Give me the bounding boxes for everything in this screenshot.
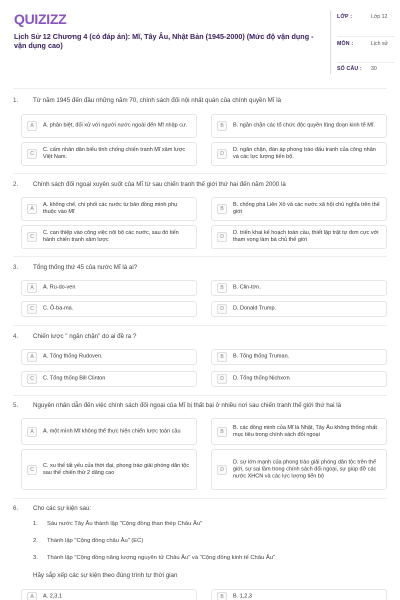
option-letter: B bbox=[217, 204, 227, 214]
option-text: C. Ô-ba-ma. bbox=[43, 305, 74, 312]
option-text: D. Tổng thống Nichxơn bbox=[233, 375, 290, 382]
subject-label: MÔN : bbox=[337, 41, 354, 47]
question-divider bbox=[13, 256, 387, 257]
meta-separator bbox=[337, 36, 395, 37]
question-number: 4. bbox=[13, 333, 19, 340]
option-letter: D bbox=[217, 304, 227, 314]
option-text: A. Ru-do-ven bbox=[43, 284, 76, 291]
answer-option-d[interactable] bbox=[211, 301, 387, 317]
answer-option-c[interactable] bbox=[21, 449, 197, 490]
option-text: B. ngăn chặn các tổ chức độc quyền lũng đoạn kinh tế Mĩ. bbox=[233, 122, 375, 129]
answer-option-a[interactable] bbox=[21, 197, 197, 221]
option-letter: A bbox=[27, 283, 37, 293]
question-divider bbox=[13, 325, 387, 326]
option-text: C. xu thế tất yếu của thời đại, phong trào giải phóng dân tộc sau thế chiến thứ 2 dâng cao bbox=[43, 462, 190, 476]
option-letter: B bbox=[217, 352, 227, 362]
answer-option-c[interactable] bbox=[21, 142, 197, 166]
option-text: D. triển khai kế hoạch toàn cầu, thiết lập trật tự đơn cực với tham vọng làm bá chủ thế giới bbox=[233, 230, 379, 243]
option-letter: B bbox=[217, 427, 227, 437]
question-text: Nguyên nhân dẫn đến việc chính sách đối ngoại của Mĩ bị thất bại ở nhiều nơi sau chiến tranh thế giới thứ hai là bbox=[33, 402, 342, 409]
option-text: A. Tổng thống Rudoven. bbox=[43, 353, 103, 360]
answer-option-a[interactable] bbox=[21, 418, 197, 445]
question-number: 1. bbox=[13, 97, 19, 104]
meta-divider bbox=[330, 10, 331, 74]
option-letter: A bbox=[27, 352, 37, 362]
answer-option-c[interactable] bbox=[21, 301, 197, 317]
answer-option-a[interactable] bbox=[21, 349, 197, 365]
option-letter: A bbox=[27, 592, 37, 600]
option-letter: B bbox=[217, 121, 227, 131]
answer-option-d[interactable] bbox=[211, 225, 387, 249]
option-letter: D bbox=[217, 465, 227, 475]
option-letter: A bbox=[27, 204, 37, 214]
question-number: 2. bbox=[13, 181, 19, 188]
answer-option-b[interactable] bbox=[211, 197, 387, 221]
answer-option-b[interactable] bbox=[211, 114, 387, 138]
grade-label: LỚP : bbox=[337, 14, 353, 20]
question-divider bbox=[13, 395, 387, 396]
event-number: 3. bbox=[33, 555, 38, 561]
question-text: Tổng thống thứ 45 của nước Mĩ là ai? bbox=[33, 264, 138, 271]
event-number: 1. bbox=[33, 521, 38, 527]
page-title: Lịch Sử 12 Chương 4 (có đáp án): Mĩ, Tây Âu, Nhật Bản (1945-2000) (Mức độ vận dụng - vận dụng cao) bbox=[14, 32, 314, 50]
answer-option-c[interactable] bbox=[21, 371, 197, 387]
option-letter: D bbox=[217, 149, 227, 159]
event-text: Thành lập "Cộng đồng châu Âu" (EC) bbox=[47, 538, 144, 544]
question-divider bbox=[13, 498, 387, 499]
question-number: 6. bbox=[13, 505, 19, 512]
option-text: A. 2,3,1 bbox=[43, 593, 62, 600]
count-label: SỐ CÂU : bbox=[337, 66, 362, 72]
answer-option-b[interactable] bbox=[211, 418, 387, 445]
count-value: 30 bbox=[371, 66, 377, 72]
worksheet-header bbox=[0, 0, 400, 88]
question-divider bbox=[13, 173, 387, 174]
option-text: B. các đồng minh của Mĩ là Nhật, Tây Âu không thống nhất mục tiêu trong chính sách đối ngoại bbox=[233, 424, 377, 438]
question-prompt: Hãy sắp xếp các sự kiện theo đúng trình tự thời gian bbox=[33, 572, 178, 579]
grade-value: Lớp 12 bbox=[371, 14, 388, 20]
meta-separator bbox=[337, 62, 395, 63]
question-number: 5. bbox=[13, 402, 19, 409]
header-divider bbox=[13, 88, 387, 89]
question-number: 3. bbox=[13, 264, 19, 271]
answer-option-d[interactable] bbox=[211, 142, 387, 166]
option-text: A. một mình Mĩ không thể thực hiện chiến lược toàn cầu bbox=[43, 428, 181, 434]
option-letter: C bbox=[27, 374, 37, 384]
option-text: B. 1,2,3 bbox=[233, 593, 252, 600]
answer-option-a[interactable] bbox=[21, 114, 197, 138]
option-text: C. Tổng thống Bill Clinton bbox=[43, 375, 106, 382]
subject-value: Lịch sử bbox=[371, 41, 389, 47]
svg-text:QUIZIZZ: QUIZIZZ bbox=[14, 11, 67, 27]
event-number: 2. bbox=[33, 538, 38, 544]
answer-option-d[interactable] bbox=[211, 371, 387, 387]
option-text: B. Clin-tơn. bbox=[233, 284, 261, 291]
answer-option-d[interactable] bbox=[211, 449, 387, 490]
event-item bbox=[33, 538, 393, 544]
option-letter: B bbox=[217, 592, 227, 600]
option-letter: D bbox=[217, 374, 227, 384]
answer-option-a[interactable] bbox=[21, 280, 197, 296]
option-text: B. chống phá Liên Xô và các nước xã hội chủ nghĩa trên thế giới bbox=[233, 202, 380, 215]
option-text: C. cấm nhân dân biểu tình chống chiến tranh Mĩ xâm lược Việt Nam. bbox=[43, 147, 186, 160]
option-letter: A bbox=[27, 121, 37, 131]
answer-option-b[interactable] bbox=[211, 280, 387, 296]
question-text: Cho các sự kiện sau: bbox=[33, 505, 92, 512]
option-letter: C bbox=[27, 232, 37, 242]
question-text: Chính sách đối ngoại xuyên suốt của Mĩ từ sau chiến tranh thế giới thứ hai đến năm 2000 là bbox=[33, 181, 286, 188]
option-text: D. sự lớn mạnh của phong trào giải phóng dân tộc trên thế giới, sự sai lầm trong chính sách đối ngoại, sự giúp đỡ các nước XHCN và các lực lượng tiến bộ bbox=[233, 459, 377, 479]
option-text: B. Tổng thống Truman. bbox=[233, 353, 290, 360]
option-text: D. ngăn chặn, đàn áp phong trào đấu tranh của công nhân và các lực lượng tiến bộ. bbox=[233, 147, 376, 160]
option-text: A. không chế, chi phối các nước tư bản đồng minh phụ thuộc vào Mĩ bbox=[43, 202, 178, 215]
option-letter: C bbox=[27, 304, 37, 314]
answer-option-b[interactable] bbox=[211, 589, 387, 600]
option-text: A. phân biệt, đối xử với người nước ngoài đến Mĩ nhập cư. bbox=[43, 122, 188, 129]
question-text: Từ năm 1945 đến đầu những năm 70, chính sách đối nội nhất quán của chính quyền Mĩ là bbox=[33, 97, 282, 104]
option-text: C. can thiệp vào công việc nội bộ các nước, sau đó tiến hành chiến tranh xâm lược bbox=[43, 230, 179, 243]
answer-option-b[interactable] bbox=[211, 349, 387, 365]
question-text: Chiến lược " ngăn chặn" do ai đề ra ? bbox=[33, 333, 137, 340]
event-text: Sáu nước Tây Âu thành lập "Cộng đồng than thép Châu Âu" bbox=[47, 521, 203, 527]
answer-option-a[interactable] bbox=[21, 589, 197, 600]
option-letter: C bbox=[27, 465, 37, 475]
option-letter: C bbox=[27, 149, 37, 159]
option-letter: D bbox=[217, 232, 227, 242]
event-text: Thành lập "Cộng đồng năng lượng nguyên tử Châu Âu" và "Cộng đồng kinh tế Châu Âu" bbox=[47, 555, 275, 561]
option-letter: A bbox=[27, 427, 37, 437]
option-text: D. Donald Trump. bbox=[233, 305, 277, 312]
answer-option-c[interactable] bbox=[21, 225, 197, 249]
event-item bbox=[33, 521, 393, 527]
event-item bbox=[33, 555, 393, 561]
option-letter: B bbox=[217, 283, 227, 293]
quizizz-logo bbox=[14, 11, 74, 27]
